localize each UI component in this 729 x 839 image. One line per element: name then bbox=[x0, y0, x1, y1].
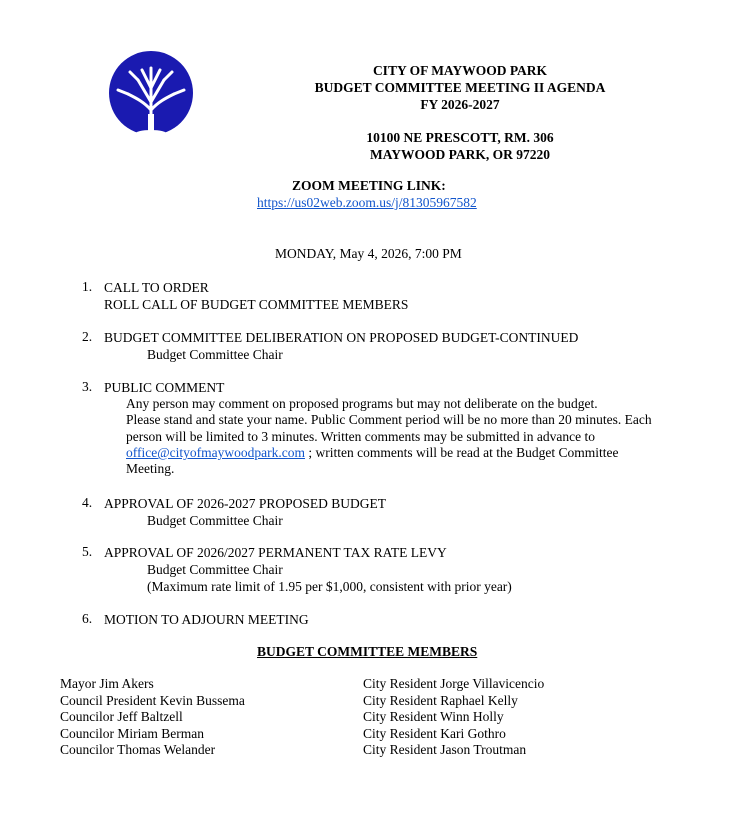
public-comment-text-4b: ; written comments will be read at the Budget Committee bbox=[305, 445, 619, 460]
member-name: City Resident Jorge Villavicencio bbox=[363, 676, 545, 691]
member-name: Councilor Miriam Berman bbox=[60, 725, 204, 741]
item-title: PUBLIC COMMENT bbox=[104, 380, 225, 395]
address-line-2: MAYWOOD PARK, OR 97220 bbox=[370, 147, 550, 162]
member-name: City Resident Winn Holly bbox=[363, 709, 504, 724]
public-comment-text-2: Please stand and state your name. Public Comment period will be no more than 20 minutes. Each bbox=[126, 412, 652, 427]
item-presenter: Budget Committee Chair bbox=[147, 513, 283, 528]
fiscal-year: FY 2026-2027 bbox=[420, 97, 500, 112]
public-comment-text-1: Any person may comment on proposed programs but may not deliberate on the budget. bbox=[126, 396, 598, 411]
member-name: City Resident Kari Gothro bbox=[363, 725, 506, 741]
item-subtitle: ROLL CALL OF BUDGET COMMITTEE MEMBERS bbox=[104, 297, 409, 312]
item-title: CALL TO ORDER bbox=[104, 280, 209, 295]
member-name: City Resident Jason Troutman bbox=[363, 742, 527, 757]
public-comment-text-4 bbox=[126, 445, 618, 461]
member-name: City Resident Raphael Kelly bbox=[363, 692, 518, 708]
item-title: APPROVAL OF 2026-2027 PROPOSED BUDGET bbox=[104, 496, 387, 511]
meeting-date: MONDAY, May 4, 2026, 7:00 PM bbox=[275, 246, 462, 261]
city-tree-logo bbox=[108, 50, 194, 136]
member-name: Councilor Jeff Baltzell bbox=[60, 709, 183, 724]
zoom-link[interactable]: https://us02web.zoom.us/j/81305967582 bbox=[257, 195, 477, 210]
members-heading: BUDGET COMMITTEE MEMBERS bbox=[257, 644, 478, 659]
item-number: 6. bbox=[82, 611, 93, 626]
item-number: 2. bbox=[82, 329, 93, 344]
item-presenter: Budget Committee Chair bbox=[147, 347, 283, 362]
public-comment-text-3: person will be limited to 3 minutes. Written comments may be submitted in advance to bbox=[126, 429, 595, 444]
item-number: 4. bbox=[82, 495, 93, 510]
item-number: 1. bbox=[82, 279, 93, 294]
address-line-1: 10100 NE PRESCOTT, RM. 306 bbox=[366, 130, 554, 145]
item-number: 3. bbox=[82, 379, 93, 394]
meeting-title: BUDGET COMMITTEE MEETING II AGENDA bbox=[314, 80, 606, 95]
zoom-label: ZOOM MEETING LINK: bbox=[292, 178, 446, 193]
item-title: MOTION TO ADJOURN MEETING bbox=[104, 612, 309, 627]
item-title: BUDGET COMMITTEE DELIBERATION ON PROPOSED BUDGET-CONTINUED bbox=[104, 330, 579, 345]
members-right-list bbox=[363, 676, 544, 759]
member-name: Council President Kevin Bussema bbox=[60, 692, 245, 708]
public-comment-text-5: Meeting. bbox=[126, 461, 175, 476]
member-name: Mayor Jim Akers bbox=[60, 676, 154, 691]
item-presenter: Budget Committee Chair bbox=[147, 562, 283, 577]
city-name: CITY OF MAYWOOD PARK bbox=[372, 63, 548, 78]
office-email-link[interactable]: office@cityofmaywoodpark.com bbox=[126, 445, 306, 460]
item-number: 5. bbox=[82, 544, 93, 559]
members-left-list bbox=[60, 676, 245, 759]
item-title: APPROVAL OF 2026/2027 PERMANENT TAX RATE LEVY bbox=[104, 545, 447, 560]
item-note: (Maximum rate limit of 1.95 per $1,000, consistent with prior year) bbox=[147, 579, 512, 594]
member-name: Councilor Thomas Welander bbox=[60, 742, 216, 757]
